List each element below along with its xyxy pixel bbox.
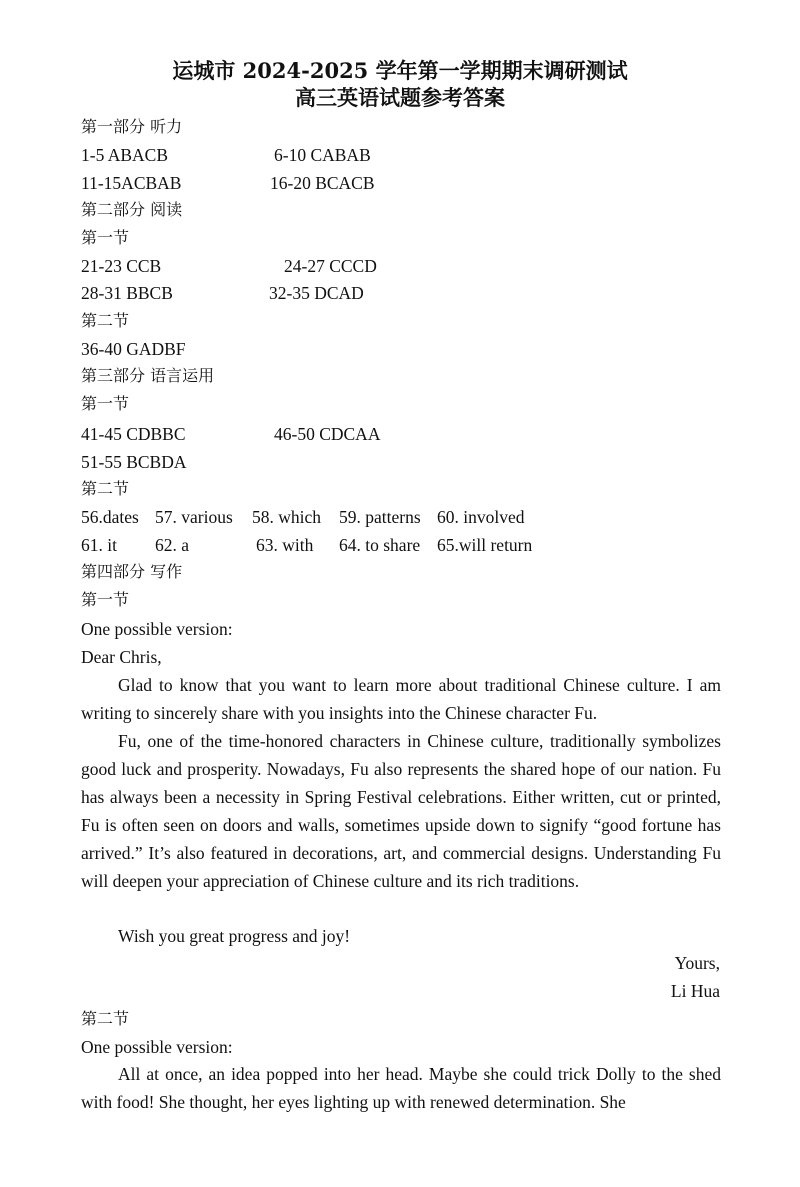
answer-group: 41-45 CDBBC: [81, 424, 186, 444]
section-heading: 第一节: [81, 590, 130, 609]
letter-greeting: Dear Chris,: [81, 647, 162, 667]
part4-heading: 第四部分 写作: [81, 562, 183, 581]
letter-paragraph: Wish you great progress and joy!: [118, 926, 351, 946]
letter-closing: Yours,: [674, 953, 720, 973]
answer-group: 51-55 BCBDA: [81, 452, 187, 472]
answer-item: 58. which: [252, 507, 322, 527]
letter-signature: Li Hua: [670, 981, 720, 1001]
section-heading: 第一节: [81, 228, 130, 247]
section-heading: 第二节: [81, 311, 130, 330]
answer-group: 21-23 CCB: [81, 256, 162, 276]
story-paragraph: All at once, an idea popped into her head. Maybe she could trick Dolly to the shed with food! She thought, her eyes lighting up with renewed determination. She: [81, 1064, 721, 1112]
answer-item: 64. to share: [339, 535, 421, 555]
answer-item: 59. patterns: [339, 507, 421, 527]
document-title: 运城市 2024-2025 学年第一学期期末调研测试: [172, 58, 628, 83]
letter-paragraph: Glad to know that you want to learn more about traditional Chinese culture. I am writing to sincerely share with you insights into the Chinese character Fu.: [81, 675, 721, 723]
part1-heading: 第一部分 听力: [81, 117, 183, 136]
section-heading: 第一节: [81, 394, 130, 413]
answer-group: 24-27 CCCD: [284, 256, 377, 276]
answer-group: 32-35 DCAD: [269, 283, 364, 303]
answer-item: 62. a: [155, 535, 190, 555]
document-subtitle: 高三英语试题参考答案: [295, 85, 505, 110]
letter-paragraph: Fu, one of the time-honored characters in Chinese culture, traditionally symbolizes good luck and prosperity. Nowadays, Fu also represents the shared hope of our nation. Fu has always been a necessity in Spring Festival celebrations. Either written, cut or printed, Fu is often seen on doors and walls, sometimes upside down to signify “good fortune has arrived.” It’s also featured in decorations, art, and commercial designs. Understanding Fu will deepen your appreciation of Chinese culture and its rich traditions.: [81, 731, 721, 891]
section-heading: 第二节: [81, 479, 130, 498]
answer-group: 36-40 GADBF: [81, 339, 186, 359]
answer-item: 63. with: [256, 535, 314, 555]
answer-group: 16-20 BCACB: [270, 173, 375, 193]
answer-group: 6-10 CABAB: [274, 145, 371, 165]
version-label: One possible version:: [81, 1037, 233, 1057]
answer-item: 56.dates: [81, 507, 139, 527]
answer-group: 28-31 BBCB: [81, 283, 173, 303]
answer-group: 46-50 CDCAA: [274, 424, 381, 444]
answer-group: 1-5 ABACB: [81, 145, 169, 165]
section-heading: 第二节: [81, 1009, 130, 1028]
answer-item: 60. involved: [437, 507, 525, 527]
answer-item: 57. various: [155, 507, 233, 527]
version-label: One possible version:: [81, 619, 233, 639]
answer-item: 65.will return: [437, 535, 533, 555]
answer-group: 11-15ACBAB: [81, 173, 182, 193]
part2-heading: 第二部分 阅读: [81, 200, 183, 219]
answer-item: 61. it: [81, 535, 117, 555]
part3-heading: 第三部分 语言运用: [81, 366, 215, 385]
